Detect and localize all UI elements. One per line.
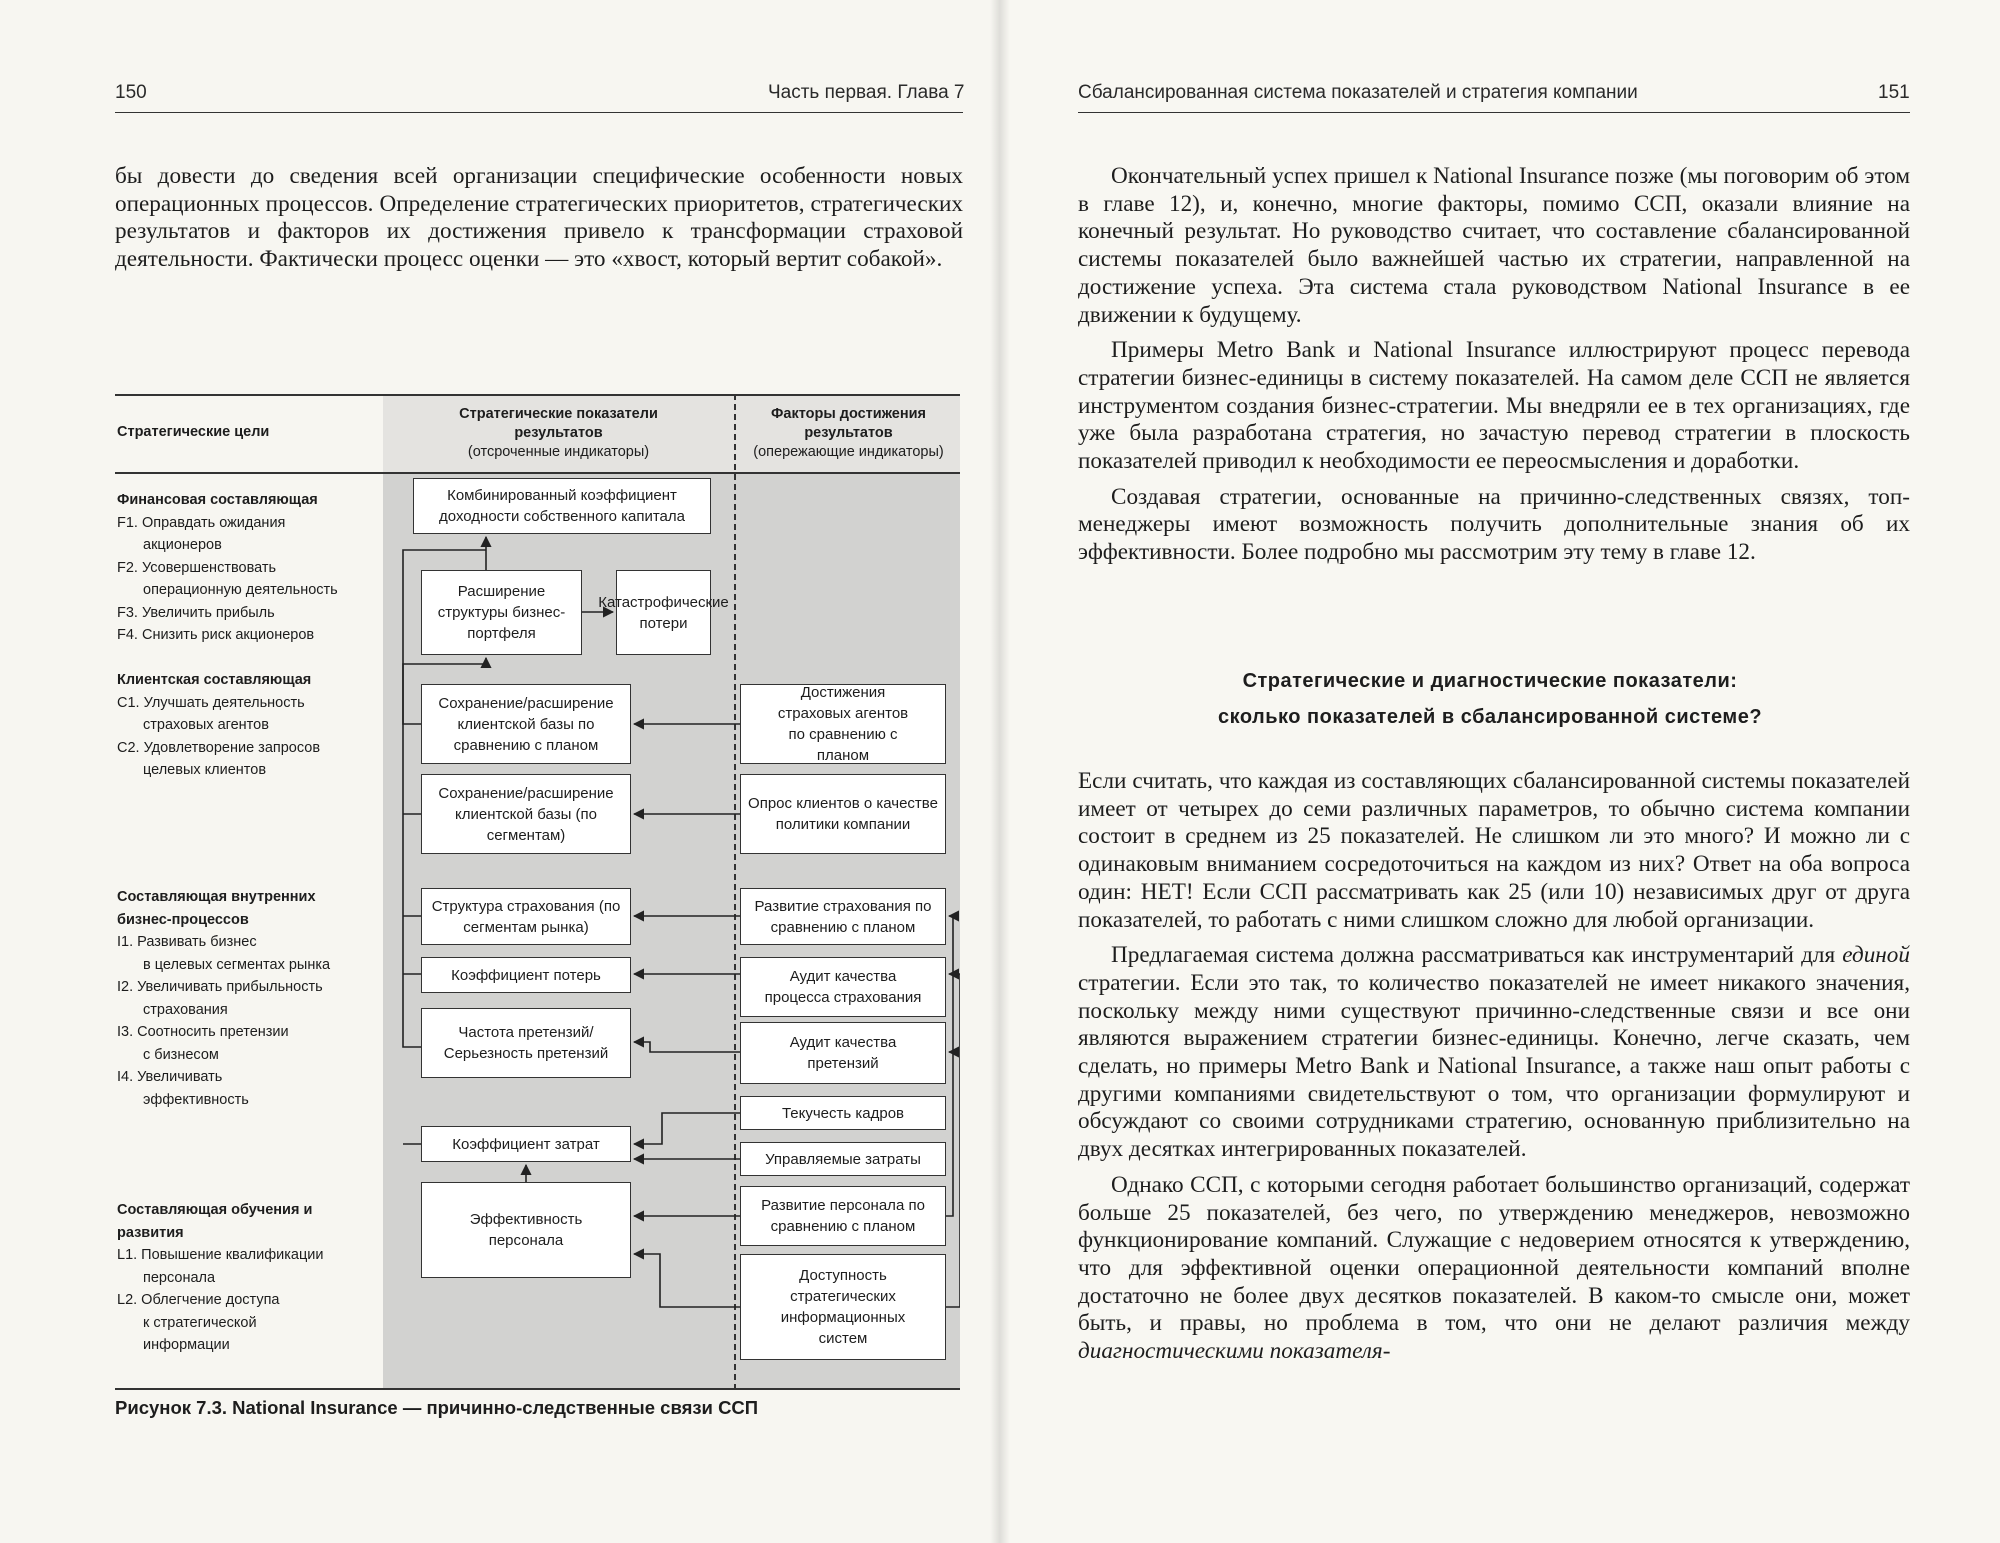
group-item: C2. Удовлетворение запросов (117, 739, 321, 756)
group-item: F3. Увеличить прибыль (117, 604, 275, 621)
driver-box-survey: Опрос клиентов о качестве политики компании (740, 774, 946, 854)
section-paragraph-2 (1078, 942, 1910, 1164)
figure-7-3 (115, 394, 960, 1390)
right-paragraph-3: Создавая стратегии, основанные на причинно-следственных связях, топ-менеджеры имеют возможность получить дополнительные знания об их эффективности. Более подробно мы рассмотрим эту тему в главе 12. (1078, 483, 1910, 566)
group-item: страховых агентов (143, 717, 269, 733)
group-item: в целевых сегментах рынка (143, 956, 331, 973)
right-header-rule (1078, 112, 1910, 113)
group-item: эффективность (143, 1091, 249, 1108)
outcome-box-catastrophe: Катастрофические потери (616, 570, 711, 655)
right-running-head: Сбалансированная система показателей и стратегия компании (1078, 82, 1638, 103)
outcome-box-staff-label: Эффективность персонала (469, 1211, 583, 1249)
outcome-box-loss-ratio: Коэффициент потерь (421, 957, 631, 993)
section-paragraph-3 (1078, 1172, 1910, 1366)
p3-emphasis: диагностическими показателя- (1078, 1338, 1391, 1365)
figure-caption: Рисунок 7.3. National Insurance — причинно-следственные связи ССП (115, 1397, 759, 1418)
outcome-box-retention-segment: Сохранение/расширение клиентской базы (по сегментам) (421, 774, 631, 854)
driver-box-claims-audit-label: Аудит качества претензий (789, 1034, 897, 1072)
p2-text-b: стратегии. Если это так, то количество показателей не имеет никакого значения, поскольку между ними существуют причинно-следственные связи и все они являются выражением стратегии бизнес-единицы. Конечно, легче сказать, чем сделать, но примеры Metro Bank и National Insurance, а также наш опыт работы с другими компаниями свидетельствуют о том, что организации формулируют и обсуждают со своими сотрудниками стратегию, основанную приблизительно на двух десятках интегрированных показателей. (1078, 969, 1910, 1163)
section-paragraph-1: Если считать, что каждая из составляющих сбалансированной системы показателей имеет от четырех до семи различных параметров, то обычно система компании состоит в среднем из 25 показателей. Не слишком ли это много? И можно ли с одинаковым вниманием сосредоточиться на каждом из них? Ответ на оба вопроса один: НЕТ! Если ССП рассматривать как 25 (или 10) независимых друг от друга показателей, то работать с ними слишком сложно для любой организации. (1078, 768, 1910, 933)
driver-box-agents-label: Достижения страховых агентов по сравнению с планом (777, 684, 909, 764)
group-item: персонала (143, 1269, 216, 1286)
outcome-box-portfolio: Расширение структуры бизнес-портфеля (421, 570, 582, 655)
book-gutter (990, 0, 1010, 1543)
outcome-box-expense-ratio: Коэффициент затрат (421, 1126, 631, 1162)
col-header-outcomes-title: Стратегические показатели результатов (459, 406, 658, 441)
arrow-retention-to-roe (403, 550, 486, 724)
group-item: информации (143, 1337, 230, 1353)
outcome-box-claims: Частота претензий/ Серьезность претензий (421, 1008, 631, 1078)
col-header-goals: Стратегические цели (117, 424, 270, 440)
outcome-box-mix: Структура страхования (по сегментам рынка) (421, 888, 631, 945)
group-item: с бизнесом (143, 1046, 219, 1063)
group-item: F4. Снизить риск акционеров (117, 627, 315, 643)
group-item: целевых клиентов (143, 762, 267, 778)
group-title: Составляющая внутренних бизнес-процессов (117, 889, 316, 928)
right-page-number: 151 (1878, 82, 1910, 103)
group-item: F1. Оправдать ожидания (117, 514, 286, 531)
group-item: L2. Облегчение доступа (117, 1292, 280, 1308)
group-title: Составляющая обучения и развития (117, 1202, 313, 1241)
group-item: I1. Развивать бизнес (117, 934, 257, 950)
left-header-rule (115, 112, 963, 113)
figure-arrows (115, 394, 960, 1390)
p2-emphasis: единой (1842, 942, 1910, 969)
driver-box-info-systems-label: Доступность стратегических информационных систем (780, 1267, 906, 1347)
driver-box-staff-dev: Развитие персонала по сравнению с планом (740, 1186, 946, 1246)
right-paragraph-2: Примеры Metro Bank и National Insurance иллюстрируют процесс перевода стратегии бизнес-единицы в систему показателей. На самом деле ССП не является инструментом создания бизнес-стратегии. Мы внедряли ее в тех организациях, где уже была разработана стратегия, но зачастую перевод стратегии в плоскость показателей приводил к необходимости ее переосмысления и доработки. (1078, 337, 1910, 475)
group-item: C1. Улучшать деятельность (117, 694, 305, 711)
outcome-box-roe: Комбинированный коэффициент доходности собственного капитала (413, 478, 711, 534)
arrow-claims-audit (634, 1042, 740, 1052)
col-header-drivers-sub: (опережающие индикаторы) (753, 444, 944, 460)
arrow-staffdev-to-dev (946, 916, 953, 1216)
col-header-drivers-title: Факторы достижения результатов (771, 406, 926, 441)
section-heading-line-2: сколько показателей в сбалансированной системе? (1217, 706, 1763, 728)
group-item: к стратегической (143, 1314, 257, 1331)
right-bottom-text (1078, 768, 1910, 1366)
driver-box-underwriting-dev: Развитие страхования по сравнению с планом (740, 888, 946, 945)
p3-text-a: Однако ССП, с которыми сегодня работает большинство организаций, содержат больше 25 показателей, без чего, по утверждению менеджеров, невозможно функционирование компаний. Служащие с недоверием относятся к утверждению, что для эффективной оценки операционной деятельности компаний вполне достаточно не более двух десятков показателей. В каком-то смысле они, может быть, и правы, но проблема в том, что они не делают различия между (1078, 1171, 1910, 1337)
group-item: операционную деятельность (143, 582, 338, 598)
driver-box-turnover: Текучесть кадров (740, 1096, 946, 1130)
section-heading-line-1: Стратегические и диагностические показатели: (1242, 670, 1738, 692)
p2-text-a: Предлагаемая система должна рассматриваться как инструментарий для (1111, 942, 1843, 969)
group-item: акционеров (143, 537, 222, 553)
right-paragraph-1: Окончательный успех пришел к National Insurance позже (мы поговорим об этом в главе 12), и, конечно, многие факторы, помимо ССП, оказали влияние на конечный результат. Но руководство считает, что составление сбалансированной системы показателей было важнейшей частью их стратегии, направленной на достижение успеха. Эта система стала руководством National Insurance в ее движении к будущему. (1078, 163, 1910, 328)
right-top-text (1078, 163, 1910, 567)
driver-box-managed-costs: Управляемые затраты (740, 1142, 946, 1176)
left-page-number: 150 (115, 82, 147, 103)
arrow-turnover (634, 1113, 740, 1144)
left-paragraph: бы довести до сведения всей организации специфические особенности новых операционных процессов. Определение стратегических приоритетов, стратегических результатов и факторов их достижения привело к трансформации страховой деятельности. Фактически процесс оценки — это «хвост, который вертит собакой». (115, 163, 963, 273)
arrow-lines (403, 537, 960, 1307)
left-running-head: Часть первая. Глава 7 (768, 82, 965, 103)
group-item: F2. Усовершенствовать (117, 559, 277, 576)
arrow-info (634, 1254, 740, 1307)
group-title: Финансовая составляющая (117, 492, 318, 508)
group-title: Клиентская составляющая (117, 672, 312, 688)
group-item: I4. Увеличивать (117, 1069, 223, 1085)
outcome-box-retention-plan: Сохранение/расширение клиентской базы по сравнению с планом (421, 684, 631, 764)
col-header-outcomes-sub: (отсроченные индикаторы) (467, 444, 650, 460)
group-item: I3. Соотносить претензии (117, 1024, 289, 1040)
arrow-left-bus (403, 658, 486, 1047)
group-item: страхования (143, 1001, 228, 1018)
driver-box-underwriting-audit-label: Аудит качества процесса страхования (764, 968, 922, 1006)
group-item: L1. Повышение квалификации (117, 1247, 324, 1263)
group-item: I2. Увеличивать прибыльность (117, 979, 323, 995)
